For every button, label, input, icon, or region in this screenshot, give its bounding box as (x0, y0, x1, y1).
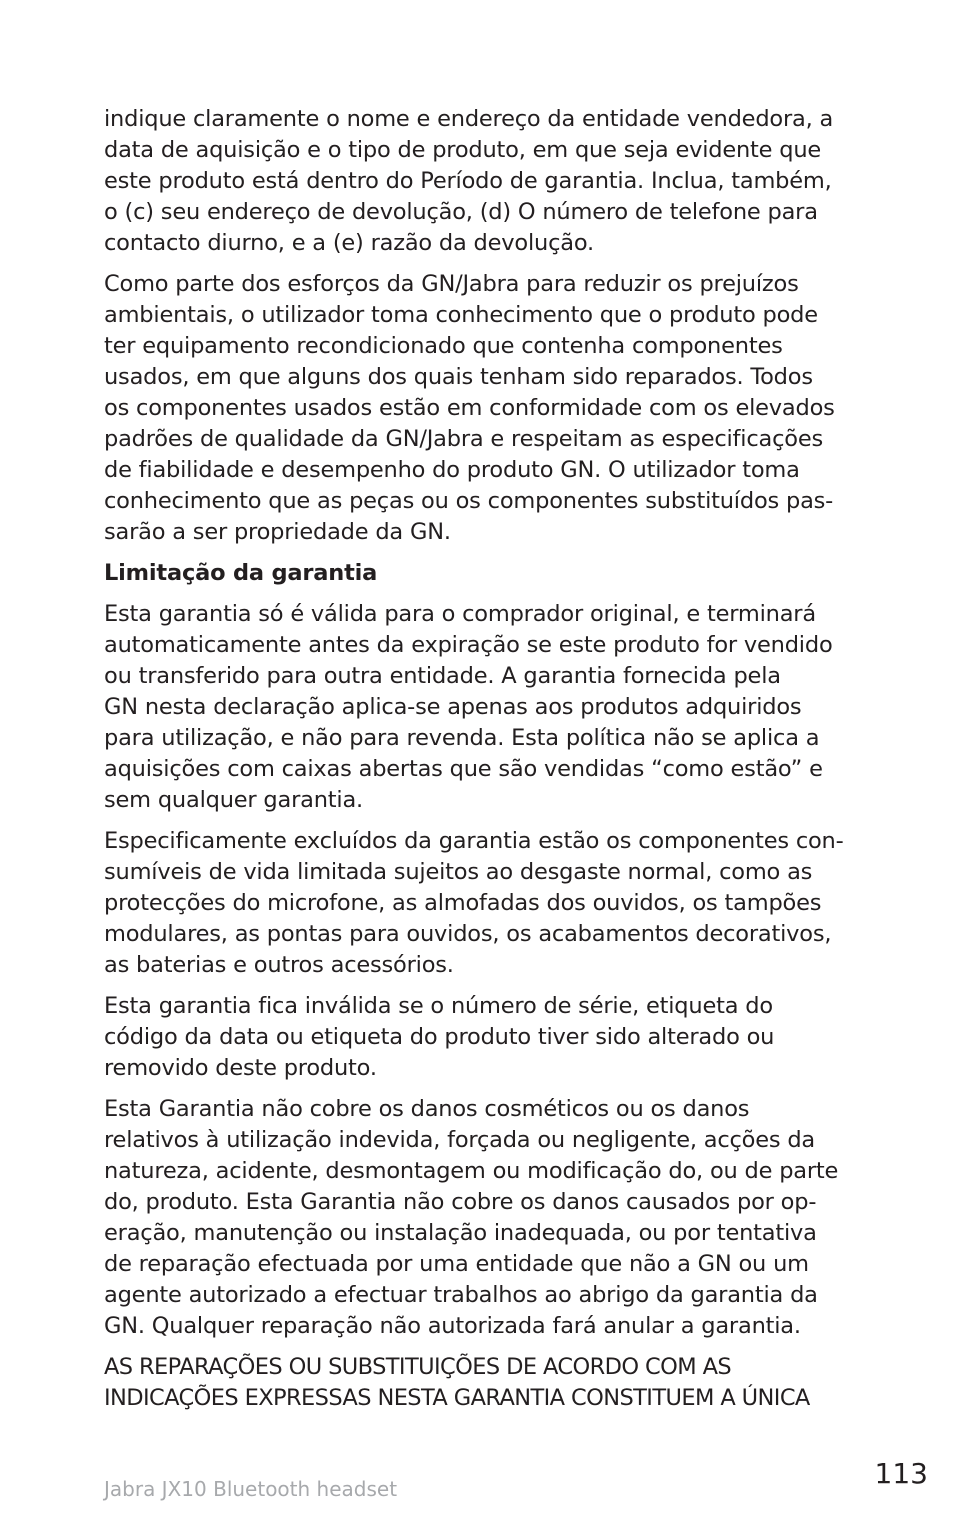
paragraph-exclusive-remedy: AS REPARAÇÕES OU SUBSTITUIÇÕES DE ACORDO COM AS INDICAÇÕES EXPRESSAS NESTA GARANTIA CONSTITUEM A ÚNICA (104, 1354, 810, 1411)
page-number: 113 (874, 1457, 928, 1490)
paragraph-void-conditions: Esta garantia fica inválida se o número de série, etiqueta do código da data ou etiqueta do produto tiver sido alterado ou removido deste produto. (104, 993, 775, 1081)
page-body (104, 104, 854, 1424)
footer-product-title: Jabra JX10 Bluetooth headset (104, 1477, 398, 1501)
paragraph-return-instructions: indique claramente o nome e endereço da entidade vendedora, a data de aquisição e o tipo de produto, em que seja evidente que este produto está dentro do Período de garantia. Inclua, também, o (c) seu endereço de devolução, (d) O número de telefone para contacto diurno, e a (e) razão da devolução. (104, 106, 834, 256)
paragraph-excluded-components: Especificamente excluídos da garantia estão os componentes con- sumíveis de vida limitada sujeitos ao desgaste normal, como as protecções do microfone, as almofadas dos ouvidos, os tampões modulares, as pontas para ouvidos, os acabamentos decorativos, as baterias e outros acessórios. (104, 828, 844, 978)
section-heading-warranty-limitation: Limitação da garantia (104, 560, 378, 586)
paragraph-original-purchaser: Esta garantia só é válida para o comprador original, e terminará automaticamente antes da expiração se este produto for vendido ou transferido para outra entidade. A garantia fornecida pela GN nesta declaração aplica-se apenas aos produtos adquiridos para utilização, e não para revenda. Esta política não se aplica a aquisições com caixas abertas que são vendidas “como estão” e sem qualquer garantia. (104, 601, 833, 813)
paragraph-recondition-policy: Como parte dos esforços da GN/Jabra para reduzir os prejuízos ambientais, o utilizador toma conhecimento que o produto pode ter equipamento recondicionado que contenha componentes usados, em que alguns dos quais tenham sido reparados. Todos os componentes usados estão em conformidade com os elevados padrões de qualidade da GN/Jabra e respeitam as especificações de fiabilidade e desempenho do produto GN. O utilizador toma conhecimento que as peças ou os componentes substituídos pas- sarão a ser propriedade da GN. (104, 271, 835, 545)
paragraph-damage-exclusions: Esta Garantia não cobre os danos cosméticos ou os danos relativos à utilização indevida, forçada ou negligente, acções da natureza, acidente, desmontagem ou modificação do, ou de parte do, produto. Esta Garantia não cobre os danos causados por op- eração, manutenção ou instalação inadequada, ou por tentativa de reparação efectuada por uma entidade que não a GN ou um agente autorizado a efectuar trabalhos ao abrigo da garantia da GN. Qualquer reparação não autorizada fará anular a garantia. (104, 1096, 839, 1339)
